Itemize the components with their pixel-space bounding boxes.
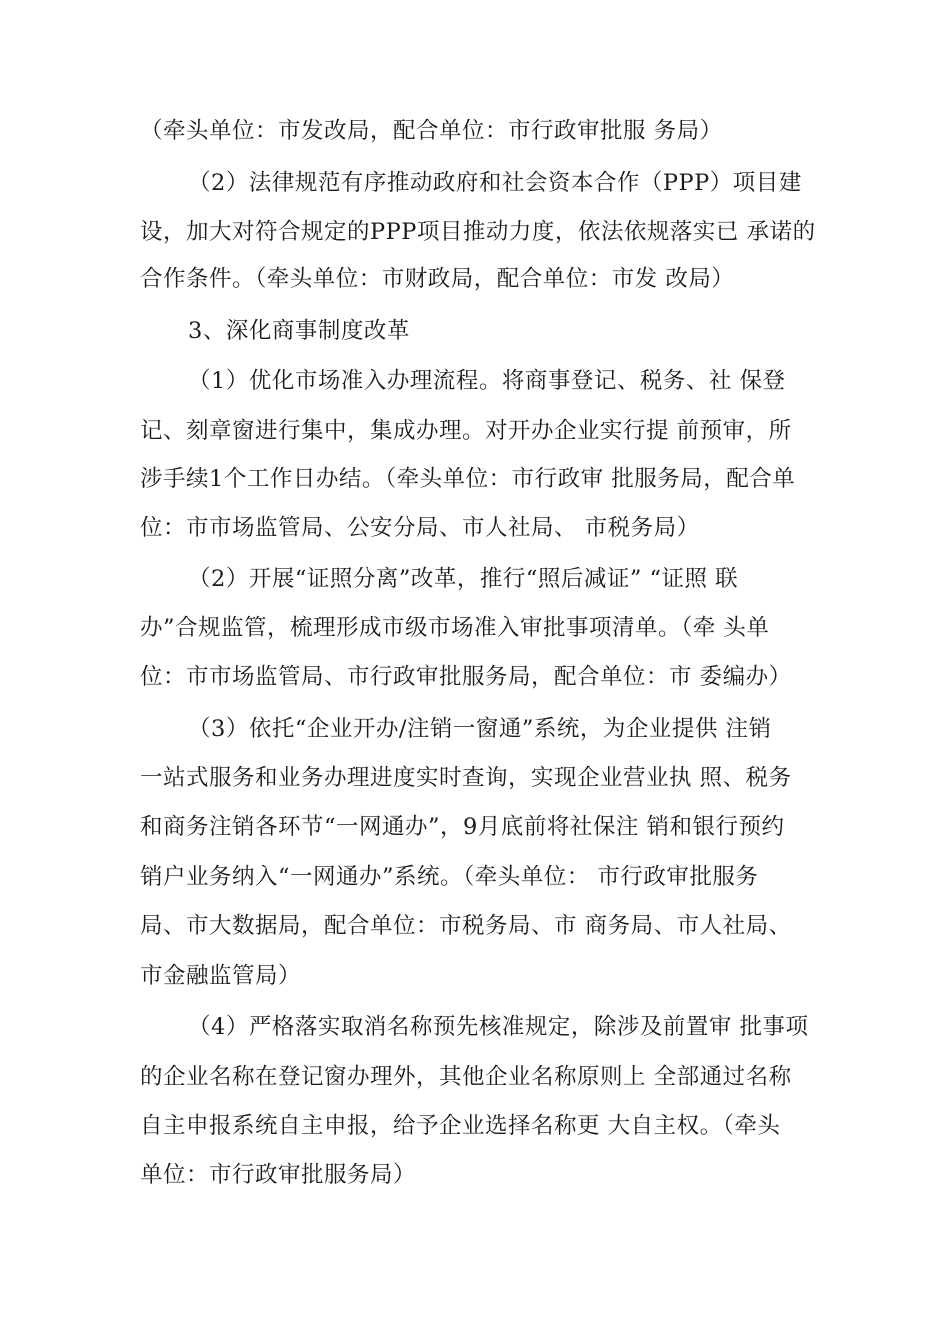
text-line-16: 销户业务纳入“一网通办”系统。（牵头单位： 市行政审批服务 xyxy=(140,864,759,890)
text-line-8: 涉手续1个工作日办结。（牵头单位：市行政审 批服务局，配合单 xyxy=(140,466,796,492)
text-line-7: 记、刻章窗进行集中，集成办理。对开办企业实行提 前预审，所 xyxy=(140,418,792,444)
text-line-3: 设，加大对符合规定的PPP项目推动力度，依法依规落实已 承诺的 xyxy=(140,219,816,245)
text-line-1: （牵头单位：市发改局，配合单位：市行政审批服 务局） xyxy=(140,118,723,144)
text-line-11: 办”合规监管，梳理形成市级市场准入审批事项清单。（牵 头单 xyxy=(140,615,770,641)
text-line-13: （3）依托“企业开办/注销一窗通”系统，为企业提供 注销 xyxy=(188,716,772,742)
text-line-17: 局、市大数据局，配合单位：市税务局、市 商务局、市人社局、 xyxy=(140,913,792,939)
text-line-4: 合作条件。（牵头单位：市财政局，配合单位：市发 改局） xyxy=(140,266,735,292)
text-line-6: （1）优化市场准入办理流程。将商事登记、税务、社 保登 xyxy=(188,368,786,394)
text-line-18: 市金融监管局） xyxy=(140,963,302,989)
text-line-20: 的企业名称在登记窗办理外，其他企业名称原则上 全部通过名称 xyxy=(140,1064,792,1090)
text-line-12: 位：市市场监管局、市行政审批服务局，配合单位：市 委编办） xyxy=(140,664,792,690)
text-line-2: （2）法律规范有序推动政府和社会资本合作（PPP）项目建 xyxy=(188,170,802,196)
text-line-22: 单位：市行政审批服务局） xyxy=(140,1162,417,1188)
text-line-15: 和商务注销各环节“一网通办”，9月底前将社保注 销和银行预约 xyxy=(140,814,785,840)
text-line-9: 位：市市场监管局、公安分局、市人社局、 市税务局） xyxy=(140,515,700,541)
text-line-19: （4）严格落实取消名称预先核准规定，除涉及前置审 批事项 xyxy=(188,1014,809,1040)
text-line-10: （2）开展“证照分离”改革，推行“照后减证” “证照 联 xyxy=(188,566,739,592)
text-line-14: 一站式服务和业务办理进度实时查询，实现企业营业执 照、税务 xyxy=(140,765,792,791)
section-heading: 3、深化商事制度改革 xyxy=(188,318,410,344)
text-line-21: 自主申报系统自主申报，给予企业选择名称更 大自主权。（牵头 xyxy=(140,1113,781,1139)
